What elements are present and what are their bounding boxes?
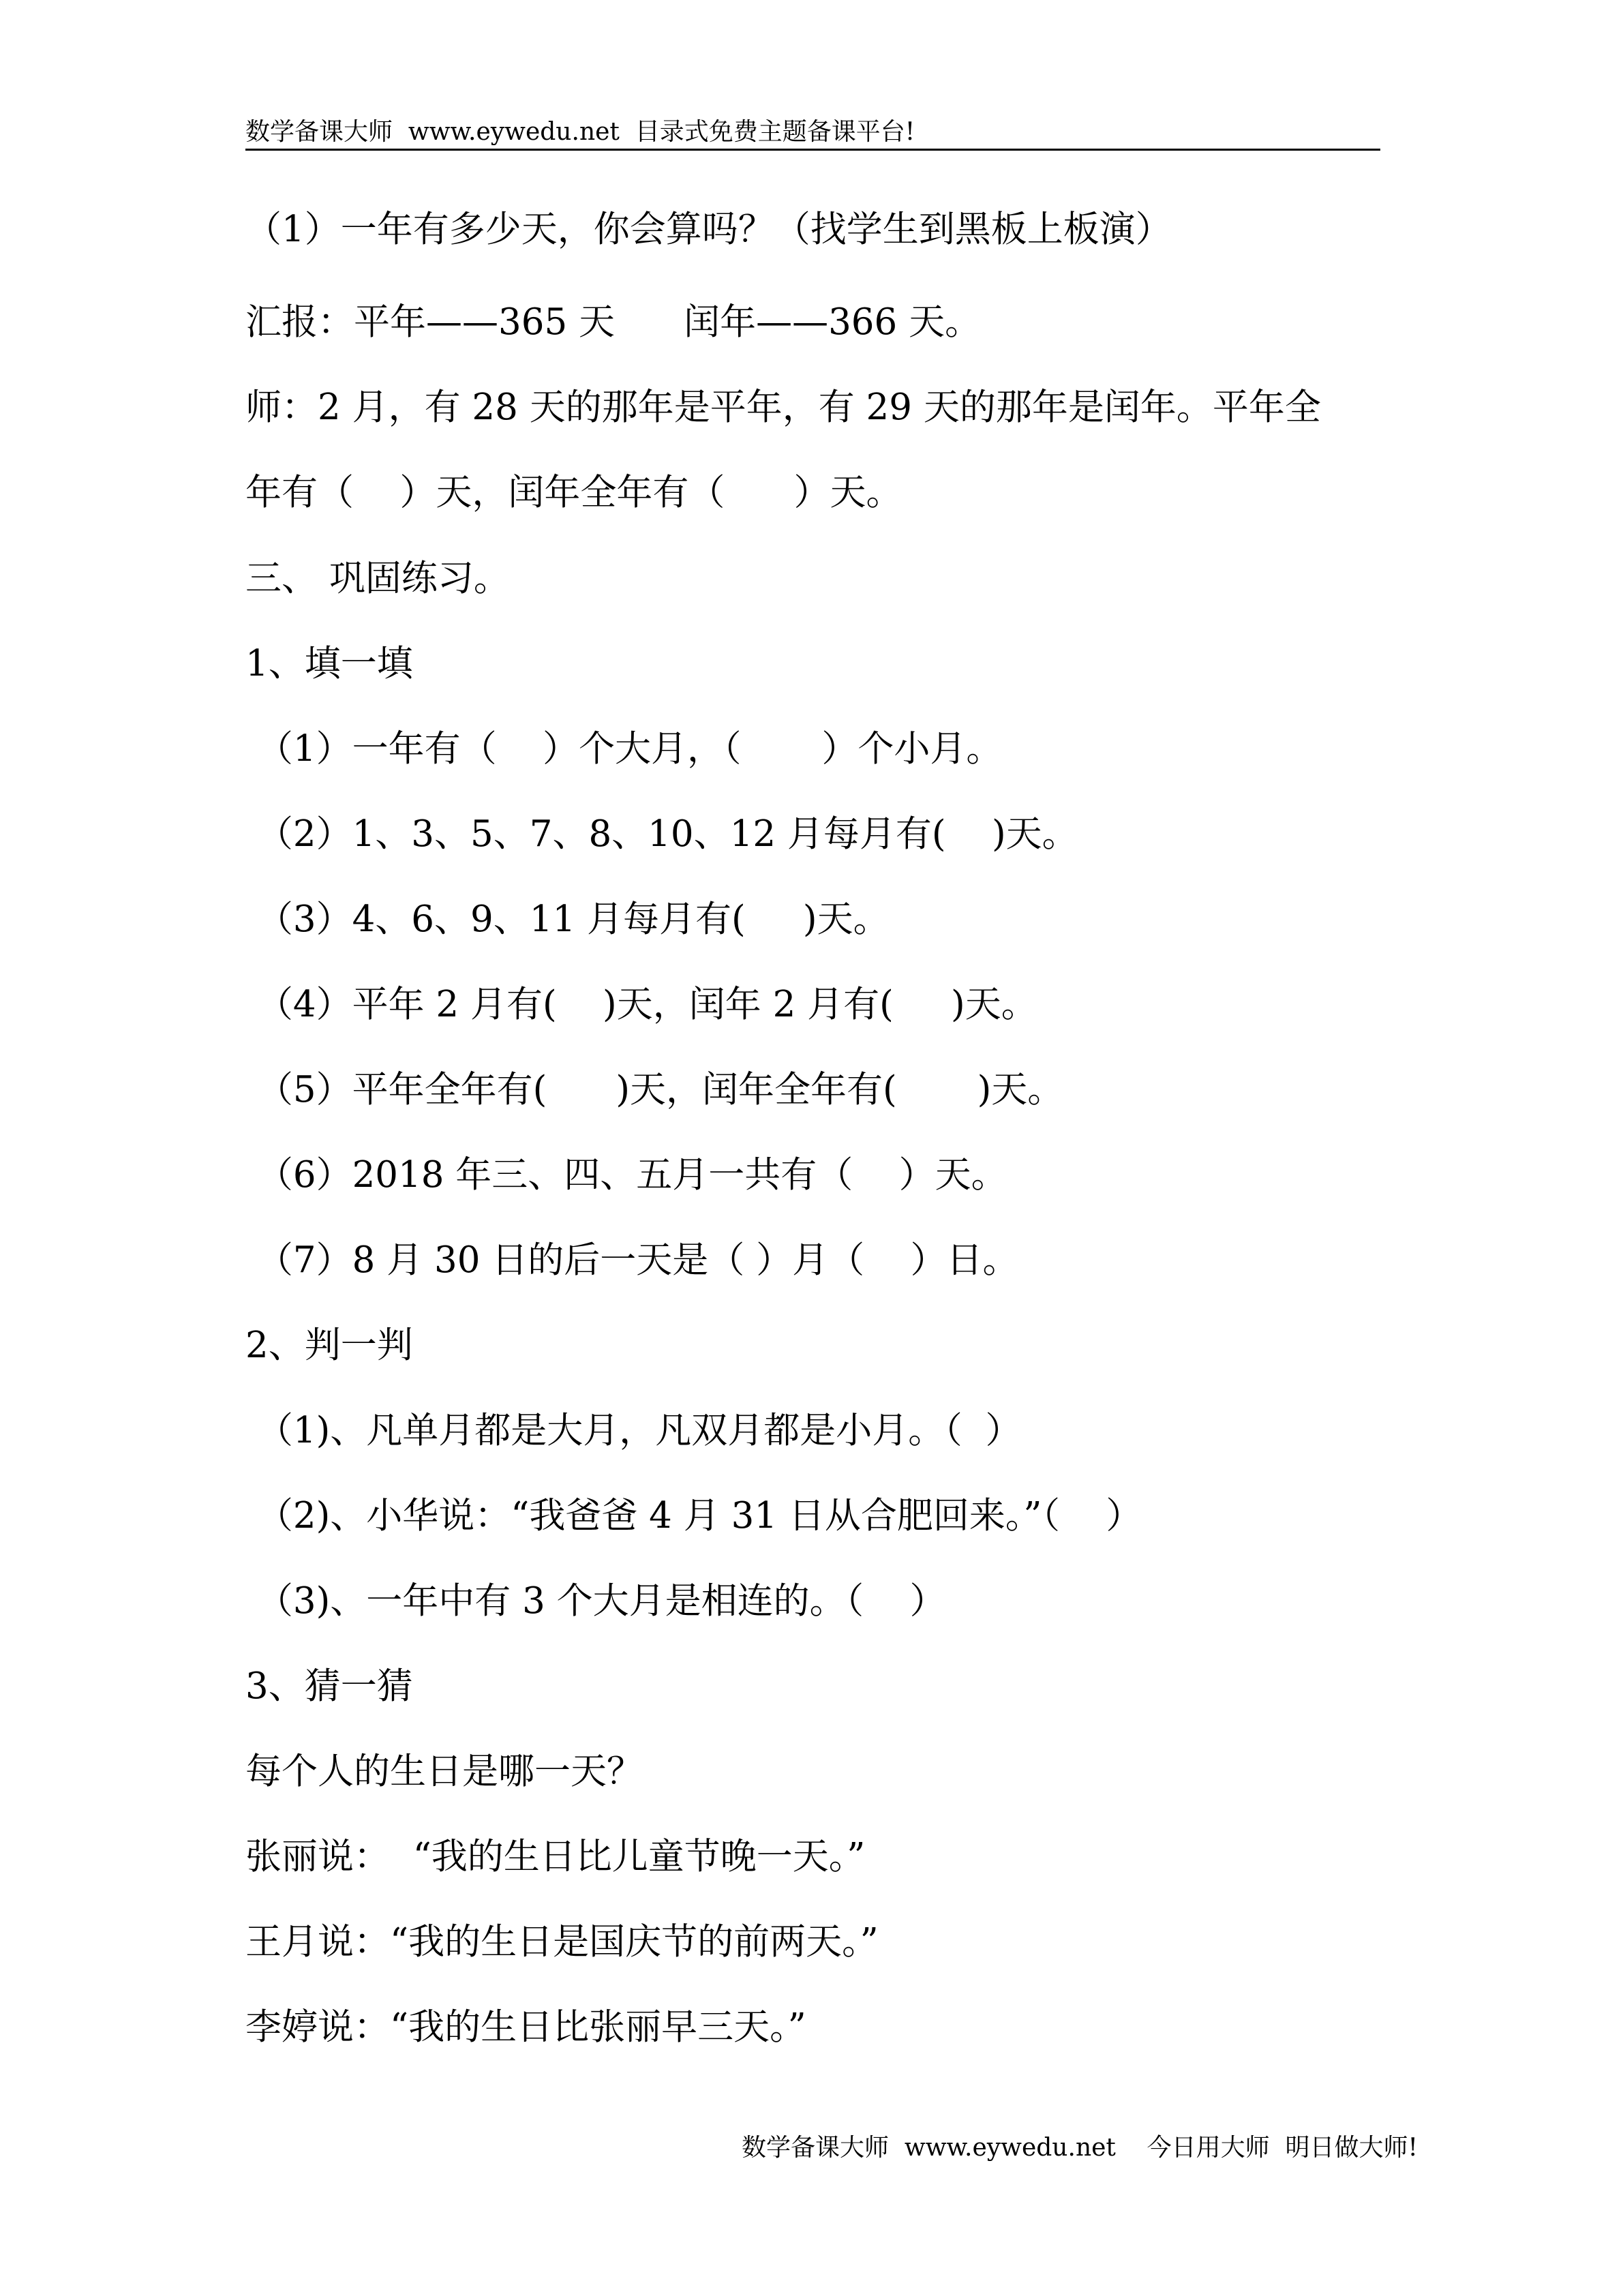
guess-clue-liting: 李婷说：“我的生日比张丽早三天。” <box>245 2006 806 2048</box>
guess-clue-zhangli: 张丽说： “我的生日比儿童节晚一天。” <box>245 1836 866 1877</box>
fill-item-6: （6）2018 年三、四、五月一共有（ ）天。 <box>245 1154 1007 1196</box>
subheading-guess: 3、猜一猜 <box>245 1665 413 1707</box>
guess-clue-wangyue: 王月说：“我的生日是国庆节的前两天。” <box>245 1921 879 1963</box>
fill-item-5: （5）平年全年有( )天，闰年全年有( )天。 <box>245 1069 1064 1111</box>
header-divider <box>245 149 1380 151</box>
report-line: 汇报：平年——365 天 闰年——366 天。 <box>245 301 982 343</box>
fill-item-4: （4）平年 2 月有( )天，闰年 2 月有( )天。 <box>245 984 1037 1025</box>
fill-item-2: （2）1、3、5、7、8、10、12 月每月有( )天。 <box>245 813 1078 855</box>
fill-item-1: （1）一年有（ ）个大月，（ ）个小月。 <box>245 728 1003 770</box>
question-days-in-year: （1）一年有多少天，你会算吗？（找学生到黑板上板演） <box>245 209 1172 250</box>
judge-item-1: （1)、凡单月都是大月，凡双月都是小月。（ ） <box>245 1410 1022 1451</box>
judge-item-3: （3)、一年中有 3 个大月是相连的。（ ） <box>245 1580 946 1622</box>
subheading-judge: 2、判一判 <box>245 1325 413 1366</box>
section-heading-practice: 三、 巩固练习。 <box>245 558 510 599</box>
page-footer: 数学备课大师 www.eywedu.net 今日用大师 明日做大师! <box>742 2134 1419 2162</box>
fill-item-7: （7）8 月 30 日的后一天是（ ）月（ ）日。 <box>245 1239 1019 1281</box>
guess-question: 每个人的生日是哪一天？ <box>245 1751 643 1792</box>
teacher-line: 师：2 月，有 28 天的那年是平年，有 29 天的那年是闰年。平年全 <box>245 387 1321 428</box>
fill-item-3: （3）4、6、9、11 月每月有( )天。 <box>245 898 890 940</box>
page-header: 数学备课大师 www.eywedu.net 目录式免费主题备课平台! <box>245 118 915 146</box>
teacher-line-cont: 年有（ ）天，闰年全年有（ ）天。 <box>245 472 902 513</box>
subheading-fill: 1、填一填 <box>245 643 413 684</box>
judge-item-2: （2)、小华说：“我爸爸 4 月 31 日从合肥回来。”（ ） <box>245 1495 1142 1537</box>
